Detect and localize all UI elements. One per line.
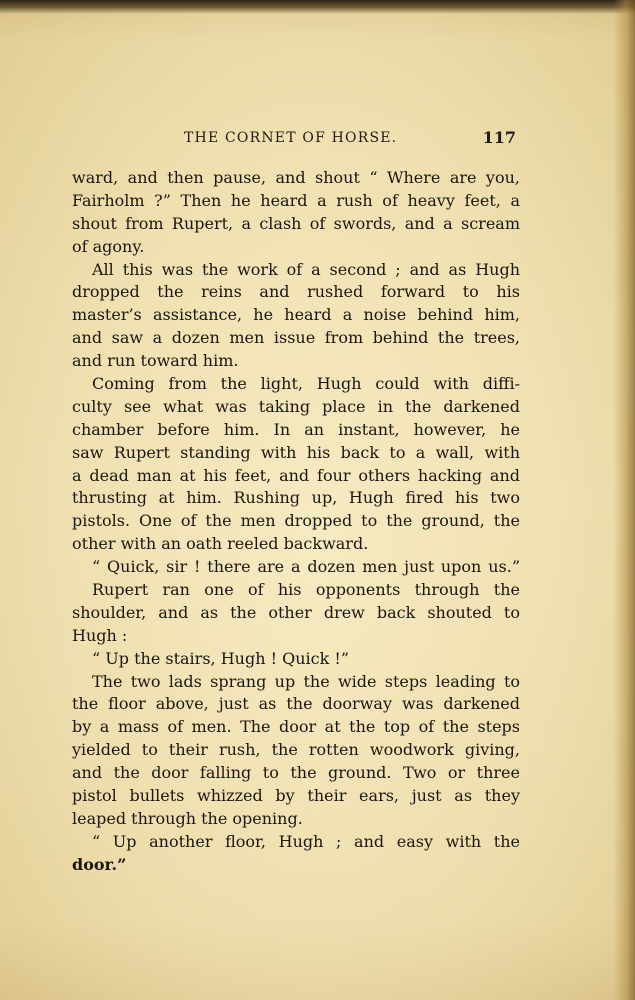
body-text <box>72 167 520 877</box>
text-line: “ Quick, sir ! there are a dozen men just upon us.” <box>92 557 520 577</box>
page-top-shadow <box>0 0 635 14</box>
text-line: culty see what was taking place in the darkened <box>72 396 520 416</box>
text-line: yielded to their rush, the rotten woodwork giving, <box>72 740 520 760</box>
text-line: and the door falling to the ground. Two or three <box>72 763 520 783</box>
text-line: saw Rupert standing with his back to a wall, with <box>72 442 520 462</box>
text-line: shoulder, and as the other drew back shouted to <box>72 602 520 622</box>
text-line: the floor above, just as the doorway was darkened <box>72 694 520 714</box>
text-line: Coming from the light, Hugh could with diffi- <box>92 374 520 394</box>
text-line: shout from Rupert, a clash of swords, and a scream <box>72 213 520 233</box>
text-line: and saw a dozen men issue from behind the trees, <box>72 328 520 348</box>
text-line: Fairholm ?” Then he heard a rush of heavy feet, a <box>72 190 520 210</box>
text-line: chamber before him. In an instant, however, he <box>72 419 520 439</box>
text-line: All this was the work of a second ; and as Hugh <box>92 259 520 279</box>
text-line: of agony. <box>72 236 145 256</box>
page-right-edge <box>613 0 635 1000</box>
text-line: leaped through the opening. <box>72 808 303 828</box>
text-line: other with an oath reeled backward. <box>72 534 369 554</box>
text-line: dropped the reins and rushed forward to his <box>72 282 520 302</box>
text-line: “ Up the stairs, Hugh ! Quick !” <box>92 648 349 668</box>
running-title: THE CORNET OF HORSE. <box>184 130 398 146</box>
page-number: 117 <box>482 128 516 147</box>
text-line: The two lads sprang up the wide steps leading to <box>92 671 520 691</box>
text-line: pistol bullets whizzed by their ears, just as they <box>72 786 520 806</box>
text-line: pistols. One of the men dropped to the ground, the <box>72 511 520 531</box>
text-line: door.” <box>72 854 127 874</box>
text-line: “ Up another floor, Hugh ; and easy with the <box>92 831 520 851</box>
running-header <box>72 130 520 150</box>
text-line: thrusting at him. Rushing up, Hugh fired his two <box>72 488 520 508</box>
text-line: and run toward him. <box>72 351 239 371</box>
text-line: Hugh : <box>72 625 128 645</box>
text-line: ward, and then pause, and shout “ Where are you, <box>72 168 520 187</box>
text-line: by a mass of men. The door at the top of the steps <box>72 717 520 737</box>
text-line: a dead man at his feet, and four others hacking and <box>72 465 520 485</box>
text-line: Rupert ran one of his opponents through the <box>92 580 520 600</box>
text-line: master’s assistance, he heard a noise behind him, <box>72 305 520 325</box>
